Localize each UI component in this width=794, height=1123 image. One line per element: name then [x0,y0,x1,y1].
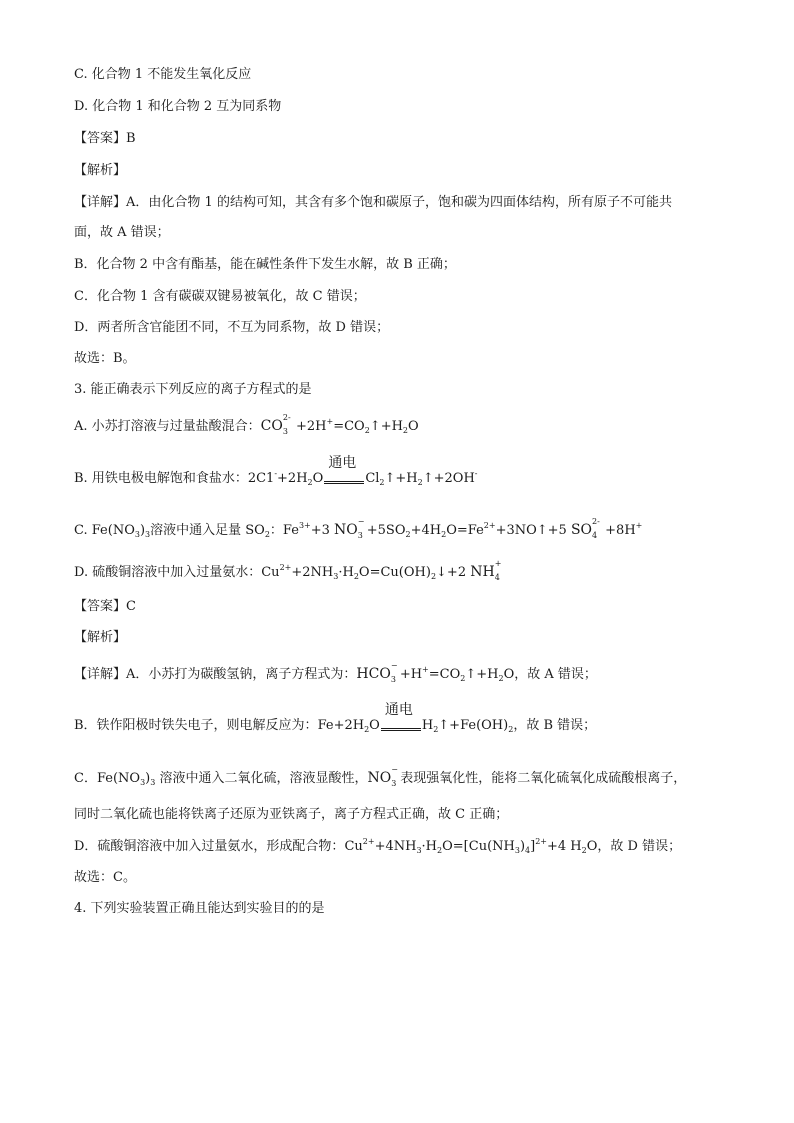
option-b-label: B. 用铁电极电解饱和食盐水： [74,471,248,486]
q3-detail-c-cont: 同时二氧化硫也能将铁离子还原为亚铁离子，离子方程式正确，故 C 正确； [74,807,509,822]
q4-stem: 4. 下列实验装置正确且能达到实验目的的是 [74,901,325,916]
q2-detail-a-cont: 面，故 A 错误； [74,225,170,240]
q2-detail-d: D．两者所含官能团不同，不互为同系物，故 D 错误； [74,320,390,335]
q3-detail-a: 【详解】A．小苏打为碳酸氢钠，离子方程式为：HCO − 3 $+H^+=CO_2↑+H_2O$，故 A 错误； [74,661,597,684]
q2-option-d: D. 化合物 1 和化合物 2 互为同系物 [74,99,282,114]
charge-2minus: 2- 3 [282,413,291,436]
option-a-label: A. 小苏打溶液与过量盐酸混合： [74,419,261,434]
q2-detail-b: B．化合物 2 中含有酯基，能在碱性条件下发生水解，故 B 正确； [74,257,456,272]
q2-detail-c: C．化合物 1 含有碳碳双键易被氧化，故 C 错误； [74,289,366,304]
q3-choose: 故选：C。 [74,870,136,885]
q3-answer [74,598,136,616]
answer-value: B [126,131,136,146]
q3-option-a: A. 小苏打溶液与过量盐酸混合：CO 2- 3 $+2H^+=CO_2↑+H_2O$ [74,413,419,436]
q3-option-b: B. 用铁电极电解饱和食盐水：$2C1^-+2H_2O$ 通电 $Cl_2↑+H_2↑+2OH^-$ [74,455,478,487]
q2-detail-a [74,194,672,212]
q2-answer [74,130,136,148]
q3-detail-b: B．铁作阳极时铁失电子，则电解反应为：$Fe+2H_2O$ 通电 $H_2↑+Fe(OH)_2$，故 B 错误； [74,702,597,734]
q3-option-d: D. 硫酸铜溶液中加入过量氨水：$Cu^{2+}+2NH_3\cdot H_2O=Cu(OH)_2↓+2$ NH + 4 [74,559,502,582]
equation-carbonate: CO [260,418,283,434]
q3-analysis-tag: 【解析】 [74,630,127,645]
q2-option-c: C. 化合物 1 不能发生氧化反应 [74,67,252,82]
q2-analysis-tag: 【解析】 [74,163,127,178]
answer-tag: 【答案】 [74,599,127,614]
q2-choose: 故选：B。 [74,351,136,366]
answer-value: C [126,599,136,614]
detail-a-text: A．由化合物 1 的结构可知，其含有多个饱和碳原子，饱和碳为四面体结构，所有原子不可能共 [126,195,672,210]
option-d-label: D. 硫酸铜溶液中加入过量氨水： [74,565,262,580]
q3-detail-d: D．硫酸铜溶液中加入过量氨水，形成配合物：$Cu^{2+}+4NH_3\cdot H_2O=[Cu(NH_3)_4]^{2+}+4$ $H_2O$，故 D 错误； [74,837,682,855]
reaction-condition: 通电 [381,717,421,735]
reaction-condition: 通电 [324,470,364,488]
q3-option-c: C. $Fe(NO_3)_3$溶液中通入足量 $SO_2$：$Fe^{3+}+3$ NO − 3 $+5SO_2+4H_2O=Fe^{2+}+3NO↑+5$ SO 2- 4 +8H+ [74,517,643,540]
detail-tag: 【详解】 [74,667,127,682]
q3-detail-c: C．$Fe(NO_3)_3$ 溶液中通入二氧化硫，溶液显酸性，NO − 3 表现强氧化性，能将二氧化硫氧化成硫酸根离子， [74,765,687,788]
q3-stem: 3. 能正确表示下列反应的离子方程式的是 [74,382,312,397]
detail-tag: 【详解】 [74,195,127,210]
answer-tag: 【答案】 [74,131,127,146]
